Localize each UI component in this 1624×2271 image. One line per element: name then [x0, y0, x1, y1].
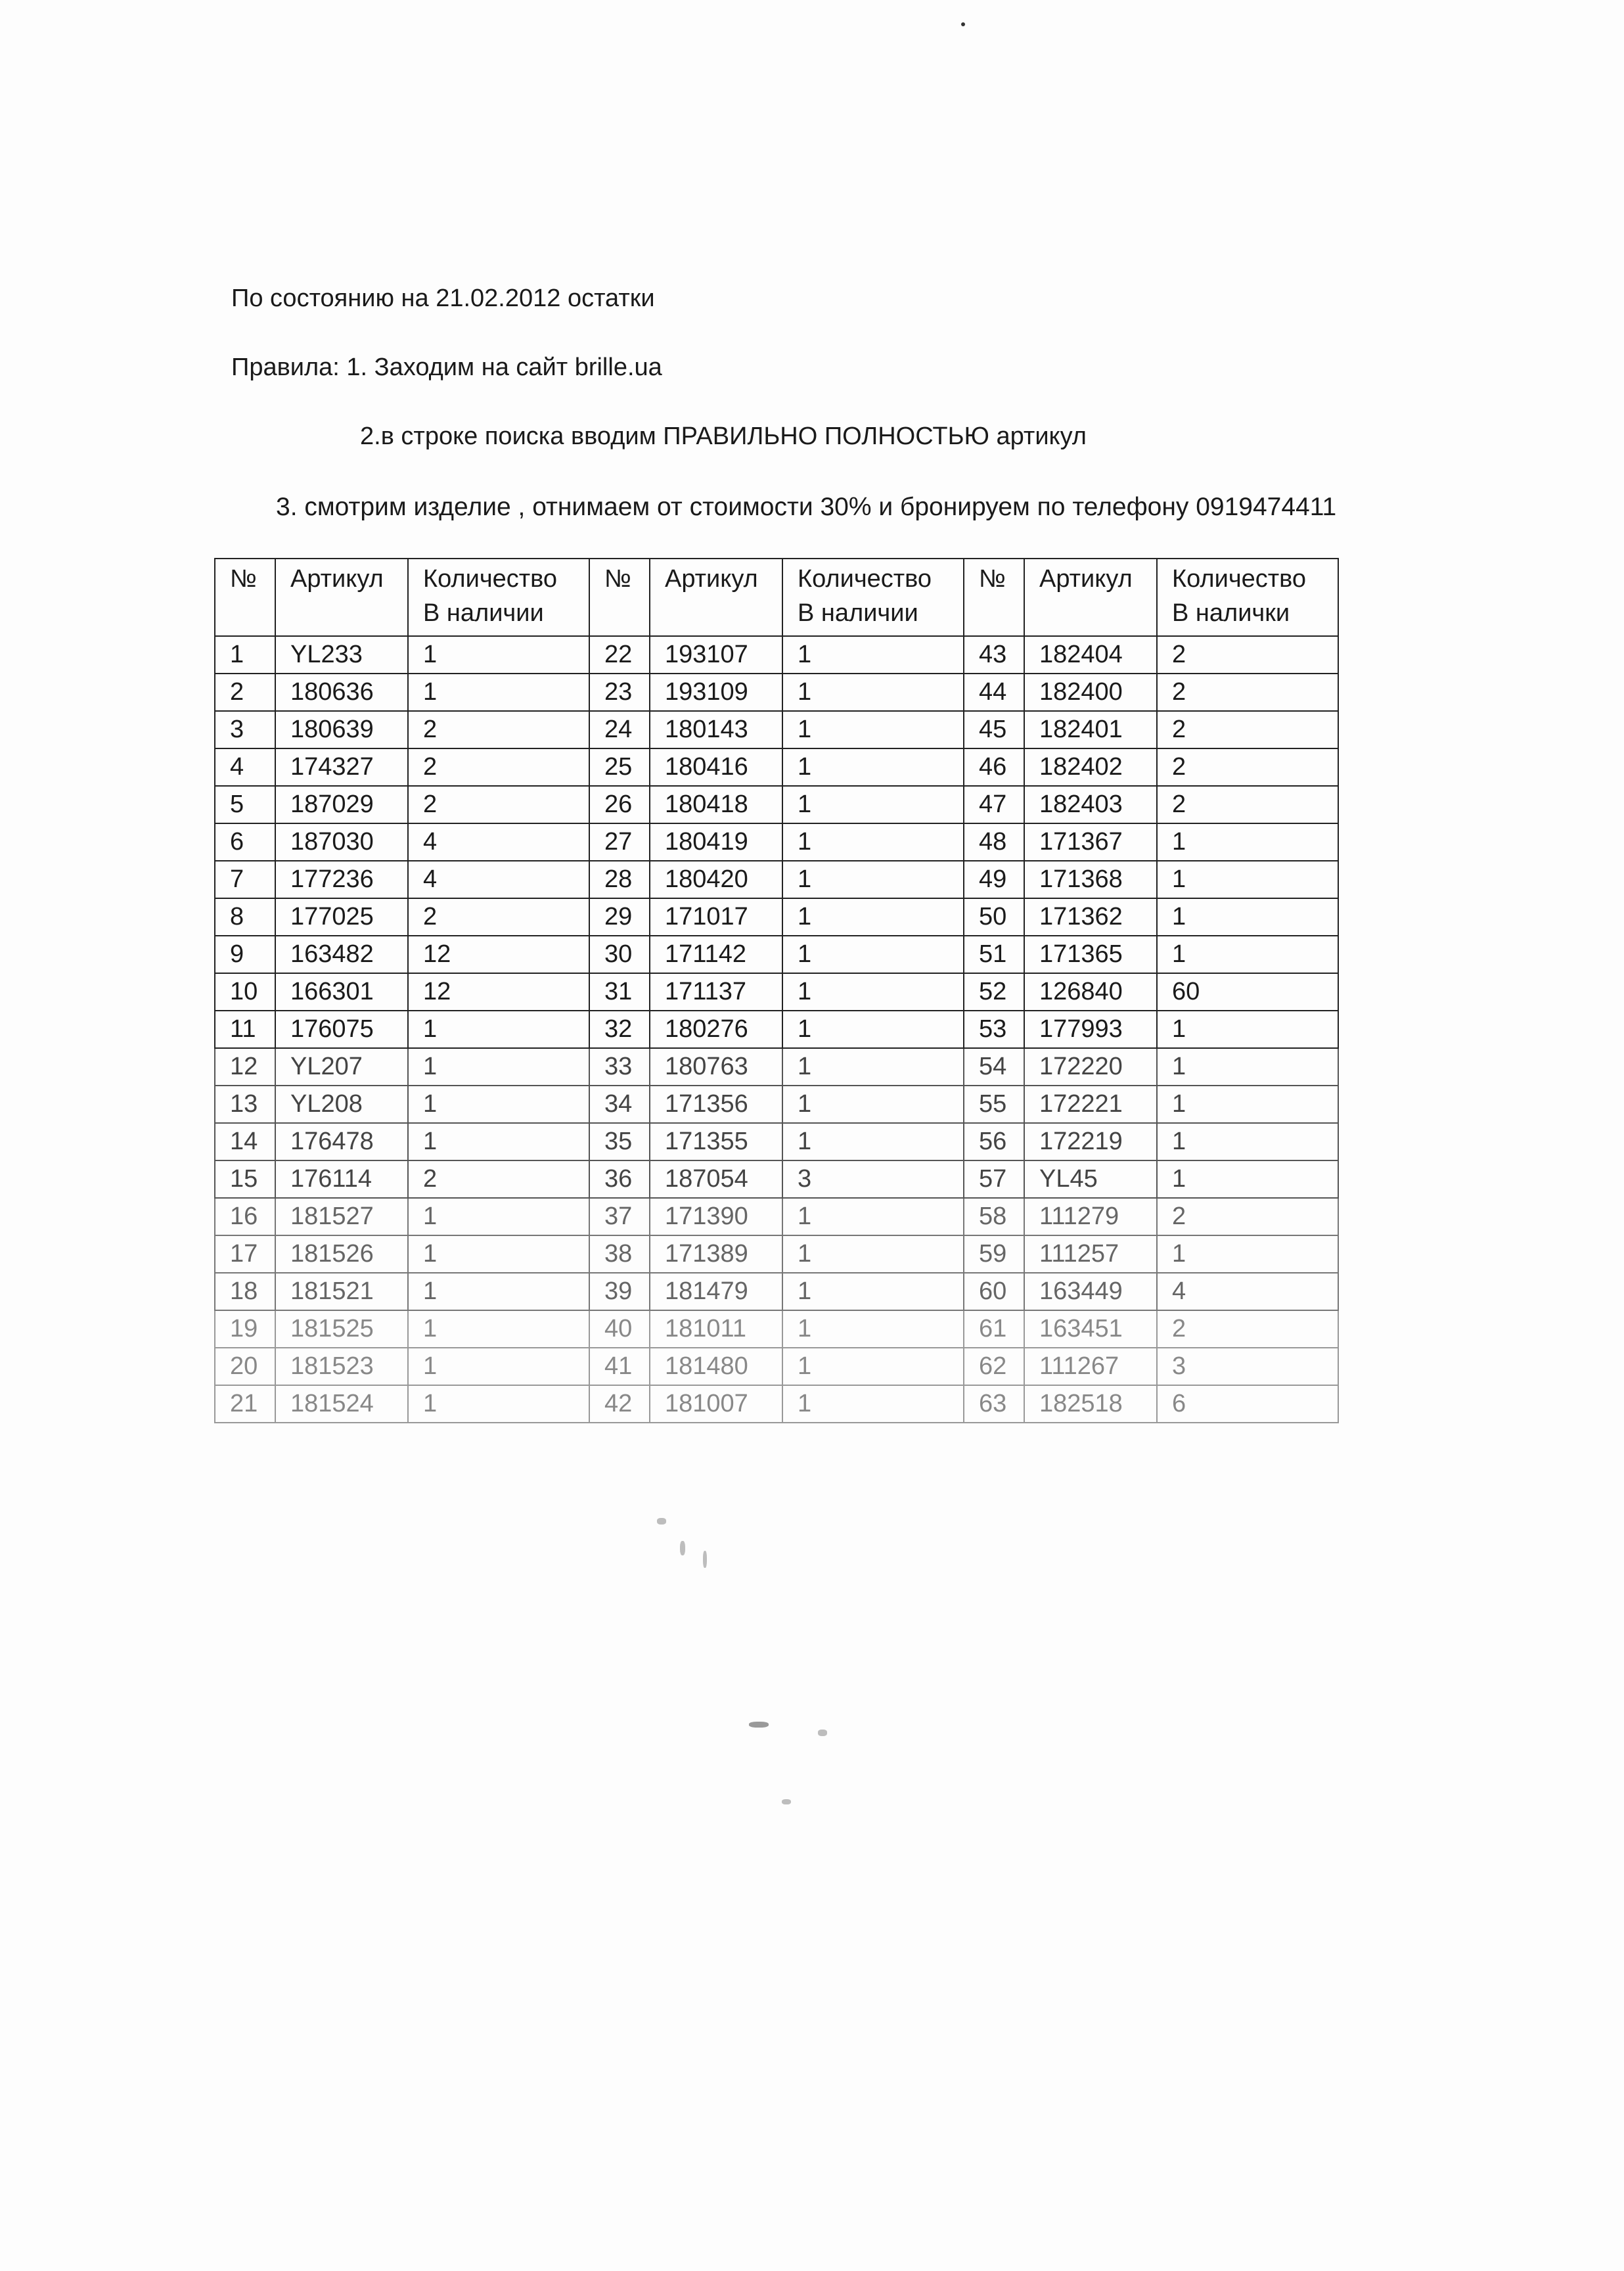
rule-1: Правила: 1. Заходим на сайт brille.ua — [231, 354, 662, 381]
cell-article: 171389 — [650, 1235, 782, 1273]
header-row — [215, 559, 1338, 636]
cell-quantity: 4 — [1157, 1273, 1338, 1310]
cell-no: 42 — [589, 1385, 650, 1423]
cell-quantity: 1 — [782, 861, 964, 898]
cell-no: 55 — [964, 1086, 1024, 1123]
cell-no: 10 — [215, 973, 275, 1011]
cell-no: 49 — [964, 861, 1024, 898]
cell-no: 7 — [215, 861, 275, 898]
cell-no: 33 — [589, 1048, 650, 1086]
cell-quantity: 6 — [1157, 1385, 1338, 1423]
cell-quantity: 3 — [1157, 1348, 1338, 1385]
cell-article: 126840 — [1024, 973, 1157, 1011]
cell-article: 182403 — [1024, 786, 1157, 823]
cell-article: 171368 — [1024, 861, 1157, 898]
cell-quantity: 1 — [782, 786, 964, 823]
scan-speck — [749, 1722, 769, 1728]
cell-no: 11 — [215, 1011, 275, 1048]
cell-article: 171142 — [650, 936, 782, 973]
cell-no: 32 — [589, 1011, 650, 1048]
cell-quantity: 1 — [782, 711, 964, 748]
scan-speck — [657, 1518, 666, 1525]
cell-no: 18 — [215, 1273, 275, 1310]
cell-quantity: 2 — [1157, 674, 1338, 711]
cell-quantity: 2 — [1157, 1198, 1338, 1235]
cell-no: 56 — [964, 1123, 1024, 1160]
cell-no: 6 — [215, 823, 275, 861]
cell-article: 180143 — [650, 711, 782, 748]
cell-no: 17 — [215, 1235, 275, 1273]
cell-quantity: 1 — [1157, 1048, 1338, 1086]
cell-article: 172219 — [1024, 1123, 1157, 1160]
column-header-article: Артикул — [275, 559, 408, 636]
rule-3: 3. смотрим изделие , отнимаем от стоимости 30% и бронируем по телефону 0919474411 — [276, 493, 1337, 521]
cell-no: 35 — [589, 1123, 650, 1160]
cell-article: 111267 — [1024, 1348, 1157, 1385]
cell-no: 45 — [964, 711, 1024, 748]
cell-quantity: 1 — [408, 1086, 589, 1123]
cell-article: 111279 — [1024, 1198, 1157, 1235]
cell-quantity: 1 — [782, 1198, 964, 1235]
cell-no: 14 — [215, 1123, 275, 1160]
cell-article: 177025 — [275, 898, 408, 936]
cell-no: 28 — [589, 861, 650, 898]
cell-article: 163451 — [1024, 1310, 1157, 1348]
table-row — [215, 1198, 1338, 1235]
cell-quantity: 1 — [408, 674, 589, 711]
cell-no: 53 — [964, 1011, 1024, 1048]
column-header-no: № — [589, 559, 650, 636]
cell-article: 171390 — [650, 1198, 782, 1235]
column-header-quantity-line2: В наличии — [798, 599, 918, 627]
column-header-quantity — [1157, 559, 1338, 636]
cell-quantity: 2 — [408, 1160, 589, 1198]
cell-no: 60 — [964, 1273, 1024, 1310]
cell-article: 171355 — [650, 1123, 782, 1160]
cell-article: 177993 — [1024, 1011, 1157, 1048]
table-row — [215, 1310, 1338, 1348]
scan-speck — [782, 1799, 791, 1804]
cell-article: 180420 — [650, 861, 782, 898]
cell-article: 180639 — [275, 711, 408, 748]
cell-quantity: 1 — [782, 1235, 964, 1273]
cell-no: 29 — [589, 898, 650, 936]
cell-no: 39 — [589, 1273, 650, 1310]
table-row — [215, 1235, 1338, 1273]
table-row — [215, 674, 1338, 711]
cell-quantity: 1 — [782, 936, 964, 973]
cell-article: 172221 — [1024, 1086, 1157, 1123]
ink-dot — [961, 22, 965, 26]
table-row — [215, 1273, 1338, 1310]
cell-no: 52 — [964, 973, 1024, 1011]
table-header — [215, 559, 1338, 636]
table-row — [215, 861, 1338, 898]
stock-table — [214, 558, 1339, 1423]
table-row — [215, 1160, 1338, 1198]
cell-article: 171356 — [650, 1086, 782, 1123]
cell-quantity: 2 — [1157, 786, 1338, 823]
cell-no: 21 — [215, 1385, 275, 1423]
cell-quantity: 60 — [1157, 973, 1338, 1011]
cell-article: YL233 — [275, 636, 408, 674]
cell-no: 20 — [215, 1348, 275, 1385]
cell-article: 177236 — [275, 861, 408, 898]
table-body — [215, 636, 1338, 1423]
cell-quantity: 1 — [782, 823, 964, 861]
column-header-quantity-line1: Количество — [423, 565, 558, 593]
cell-article: 163482 — [275, 936, 408, 973]
cell-no: 9 — [215, 936, 275, 973]
cell-no: 54 — [964, 1048, 1024, 1086]
cell-article: 171017 — [650, 898, 782, 936]
cell-no: 59 — [964, 1235, 1024, 1273]
cell-no: 57 — [964, 1160, 1024, 1198]
cell-no: 34 — [589, 1086, 650, 1123]
scan-speck — [818, 1730, 827, 1736]
cell-article: 181523 — [275, 1348, 408, 1385]
cell-article: 172220 — [1024, 1048, 1157, 1086]
cell-no: 19 — [215, 1310, 275, 1348]
cell-quantity: 1 — [782, 1048, 964, 1086]
cell-article: 163449 — [1024, 1273, 1157, 1310]
cell-article: 176478 — [275, 1123, 408, 1160]
cell-quantity: 1 — [408, 1123, 589, 1160]
cell-no: 31 — [589, 973, 650, 1011]
column-header-quantity — [782, 559, 964, 636]
cell-article: 182401 — [1024, 711, 1157, 748]
column-header-article: Артикул — [650, 559, 782, 636]
cell-quantity: 1 — [782, 1123, 964, 1160]
cell-no: 48 — [964, 823, 1024, 861]
cell-article: 181011 — [650, 1310, 782, 1348]
cell-quantity: 1 — [782, 748, 964, 786]
cell-no: 58 — [964, 1198, 1024, 1235]
cell-quantity: 2 — [1157, 748, 1338, 786]
table-row — [215, 1011, 1338, 1048]
cell-quantity: 1 — [1157, 1011, 1338, 1048]
cell-article: 182402 — [1024, 748, 1157, 786]
cell-article: YL45 — [1024, 1160, 1157, 1198]
cell-no: 41 — [589, 1348, 650, 1385]
cell-quantity: 1 — [408, 1048, 589, 1086]
cell-no: 22 — [589, 636, 650, 674]
cell-no: 15 — [215, 1160, 275, 1198]
table-row — [215, 786, 1338, 823]
cell-article: 171362 — [1024, 898, 1157, 936]
table-row — [215, 711, 1338, 748]
cell-article: 171367 — [1024, 823, 1157, 861]
cell-no: 47 — [964, 786, 1024, 823]
cell-no: 63 — [964, 1385, 1024, 1423]
table-row — [215, 823, 1338, 861]
cell-no: 8 — [215, 898, 275, 936]
cell-quantity: 1 — [1157, 823, 1338, 861]
cell-quantity: 2 — [408, 711, 589, 748]
column-header-quantity-line2: В наличии — [423, 599, 544, 627]
cell-article: YL207 — [275, 1048, 408, 1086]
cell-quantity: 1 — [1157, 936, 1338, 973]
cell-article: 181527 — [275, 1198, 408, 1235]
cell-quantity: 2 — [408, 786, 589, 823]
cell-article: 193107 — [650, 636, 782, 674]
cell-quantity: 12 — [408, 973, 589, 1011]
cell-quantity: 1 — [782, 1385, 964, 1423]
cell-article: 193109 — [650, 674, 782, 711]
cell-quantity: 1 — [408, 1011, 589, 1048]
column-header-quantity-line2: В налички — [1172, 599, 1290, 627]
cell-quantity: 4 — [408, 823, 589, 861]
cell-quantity: 1 — [782, 674, 964, 711]
cell-quantity: 2 — [408, 898, 589, 936]
cell-article: 166301 — [275, 973, 408, 1011]
cell-no: 46 — [964, 748, 1024, 786]
cell-no: 12 — [215, 1048, 275, 1086]
table-row — [215, 1123, 1338, 1160]
cell-quantity: 1 — [408, 1348, 589, 1385]
cell-article: 180419 — [650, 823, 782, 861]
cell-quantity: 1 — [1157, 1160, 1338, 1198]
cell-no: 62 — [964, 1348, 1024, 1385]
cell-article: 176075 — [275, 1011, 408, 1048]
cell-quantity: 2 — [408, 748, 589, 786]
table-row — [215, 1086, 1338, 1123]
column-header-no: № — [215, 559, 275, 636]
cell-no: 3 — [215, 711, 275, 748]
cell-quantity: 1 — [1157, 898, 1338, 936]
cell-article: 180276 — [650, 1011, 782, 1048]
cell-quantity: 1 — [782, 973, 964, 1011]
cell-no: 30 — [589, 936, 650, 973]
table-row — [215, 898, 1338, 936]
cell-article: 181480 — [650, 1348, 782, 1385]
cell-quantity: 1 — [408, 1198, 589, 1235]
cell-article: 181479 — [650, 1273, 782, 1310]
cell-quantity: 1 — [782, 1310, 964, 1348]
cell-quantity: 12 — [408, 936, 589, 973]
cell-no: 16 — [215, 1198, 275, 1235]
cell-article: 182400 — [1024, 674, 1157, 711]
table-row — [215, 1048, 1338, 1086]
column-header-quantity-line1: Количество — [798, 565, 932, 593]
cell-article: 182404 — [1024, 636, 1157, 674]
cell-no: 43 — [964, 636, 1024, 674]
cell-article: 180416 — [650, 748, 782, 786]
cell-no: 38 — [589, 1235, 650, 1273]
cell-quantity: 2 — [1157, 1310, 1338, 1348]
cell-quantity: 4 — [408, 861, 589, 898]
scan-speck — [703, 1551, 707, 1568]
cell-no: 44 — [964, 674, 1024, 711]
cell-quantity: 1 — [1157, 1235, 1338, 1273]
cell-no: 1 — [215, 636, 275, 674]
cell-quantity: 3 — [782, 1160, 964, 1198]
cell-article: 171365 — [1024, 936, 1157, 973]
cell-no: 51 — [964, 936, 1024, 973]
cell-no: 50 — [964, 898, 1024, 936]
cell-no: 13 — [215, 1086, 275, 1123]
table-row — [215, 973, 1338, 1011]
cell-article: 181525 — [275, 1310, 408, 1348]
cell-article: 187054 — [650, 1160, 782, 1198]
cell-quantity: 1 — [408, 1273, 589, 1310]
cell-quantity: 2 — [1157, 636, 1338, 674]
cell-article: 181524 — [275, 1385, 408, 1423]
cell-no: 36 — [589, 1160, 650, 1198]
cell-quantity: 1 — [782, 636, 964, 674]
cell-article: 180418 — [650, 786, 782, 823]
cell-no: 27 — [589, 823, 650, 861]
column-header-quantity-line1: Количество — [1172, 565, 1307, 593]
table-row — [215, 636, 1338, 674]
cell-no: 23 — [589, 674, 650, 711]
cell-quantity: 1 — [1157, 861, 1338, 898]
cell-no: 26 — [589, 786, 650, 823]
date-line: По состоянию на 21.02.2012 остатки — [231, 285, 655, 312]
cell-quantity: 1 — [782, 898, 964, 936]
cell-no: 25 — [589, 748, 650, 786]
cell-article: 111257 — [1024, 1235, 1157, 1273]
cell-quantity: 1 — [782, 1011, 964, 1048]
cell-article: 171137 — [650, 973, 782, 1011]
cell-article: 181007 — [650, 1385, 782, 1423]
column-header-no: № — [964, 559, 1024, 636]
table-row — [215, 748, 1338, 786]
column-header-quantity — [408, 559, 589, 636]
cell-article: 182518 — [1024, 1385, 1157, 1423]
cell-article: 187029 — [275, 786, 408, 823]
cell-no: 37 — [589, 1198, 650, 1235]
cell-no: 4 — [215, 748, 275, 786]
cell-quantity: 1 — [408, 1235, 589, 1273]
cell-no: 61 — [964, 1310, 1024, 1348]
rule-2: 2.в строке поиска вводим ПРАВИЛЬНО ПОЛНОСТЬЮ артикул — [360, 423, 1087, 450]
cell-quantity: 1 — [782, 1086, 964, 1123]
cell-article: 174327 — [275, 748, 408, 786]
cell-quantity: 1 — [1157, 1123, 1338, 1160]
cell-no: 24 — [589, 711, 650, 748]
table-row — [215, 936, 1338, 973]
scan-speck — [680, 1541, 685, 1555]
cell-no: 40 — [589, 1310, 650, 1348]
cell-article: 181526 — [275, 1235, 408, 1273]
cell-article: 180636 — [275, 674, 408, 711]
cell-article: 176114 — [275, 1160, 408, 1198]
cell-article: 180763 — [650, 1048, 782, 1086]
cell-quantity: 1 — [782, 1348, 964, 1385]
cell-quantity: 1 — [408, 636, 589, 674]
cell-quantity: 1 — [782, 1273, 964, 1310]
cell-no: 5 — [215, 786, 275, 823]
column-header-article: Артикул — [1024, 559, 1157, 636]
table-row — [215, 1385, 1338, 1423]
cell-quantity: 1 — [408, 1310, 589, 1348]
cell-article: 181521 — [275, 1273, 408, 1310]
cell-article: 187030 — [275, 823, 408, 861]
cell-quantity: 1 — [408, 1385, 589, 1423]
cell-no: 2 — [215, 674, 275, 711]
cell-quantity: 1 — [1157, 1086, 1338, 1123]
cell-article: YL208 — [275, 1086, 408, 1123]
cell-quantity: 2 — [1157, 711, 1338, 748]
table-row — [215, 1348, 1338, 1385]
